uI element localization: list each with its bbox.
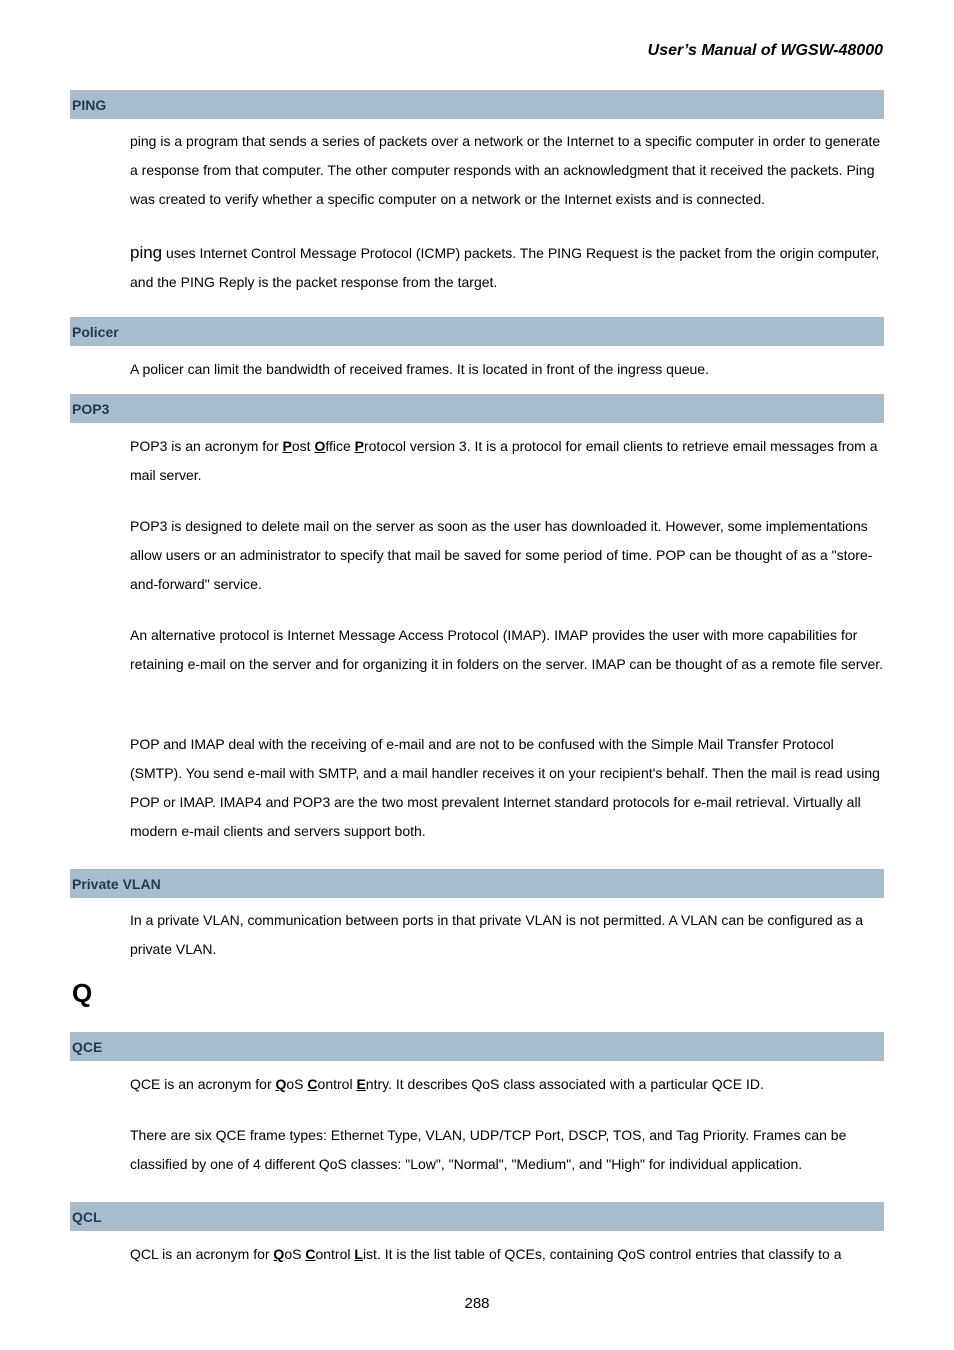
policer-paragraph-1: A policer can limit the bandwidth of received frames. It is located in front of the ingress queue.	[130, 361, 709, 377]
text-run: ontrol	[317, 1076, 357, 1092]
ping-lead-word: ping	[130, 243, 163, 262]
term-heading-policer: Policer	[70, 317, 884, 346]
ping-paragraph-2	[130, 238, 886, 297]
section-letter: Q	[72, 978, 93, 1008]
pop3-paragraph-3: An alternative protocol is Internet Message Access Protocol (IMAP). IMAP provides the user with more capabilities for retaining e-mail on the server and for organizing it in folders on the server. IMAP can be thought of as a remote file server.	[130, 627, 884, 672]
text-run: ffice	[325, 438, 355, 454]
acronym-letter: O	[314, 438, 326, 454]
acronym-letter: C	[307, 1076, 318, 1092]
text-run: ontrol	[315, 1246, 355, 1262]
term-heading-ping: PING	[70, 90, 884, 119]
term-heading-qce: QCE	[70, 1032, 884, 1061]
page-number: 288	[464, 1295, 490, 1312]
page-header-title: User’s Manual of WGSW-48000	[647, 42, 883, 59]
text-run: oS	[284, 1246, 306, 1262]
text-run: ntry. It describes QoS class associated with a particular QCE ID.	[365, 1076, 764, 1092]
acronym-letter: P	[354, 438, 364, 454]
text-run: rotocol version 3. It is a protocol for email clients to retrieve email messages from a mail server.	[130, 438, 878, 483]
text-run: ost	[291, 438, 315, 454]
private-vlan-paragraph-1: In a private VLAN, communication between ports in that private VLAN is not permitted. A VLAN can be configured as a private VLAN.	[130, 912, 864, 957]
acronym-letter: C	[305, 1246, 316, 1262]
ping-paragraph-2-text: uses Internet Control Message Protocol (ICMP) packets. The PING Request is the packet from the origin computer, and the PING Reply is the packet response from the target.	[130, 245, 880, 290]
qce-paragraph-1	[130, 1070, 886, 1099]
acronym-letter: Q	[275, 1076, 287, 1092]
qce-paragraph-2: There are six QCE frame types: Ethernet Type, VLAN, UDP/TCP Port, DSCP, TOS, and Tag Priority. Frames can be classified by one of 4 different QoS classes: "Low", "Normal", "Medium", and "High" for individual application.	[130, 1127, 847, 1172]
term-heading-pop3: POP3	[70, 394, 884, 423]
acronym-letter: L	[354, 1246, 363, 1262]
qcl-paragraph-1	[130, 1240, 886, 1269]
text-run: QCE is an acronym for	[130, 1076, 276, 1092]
text-run: QCL is an acronym for	[130, 1246, 274, 1262]
term-heading-private-vlan: Private VLAN	[70, 869, 884, 898]
ping-paragraph-1: ping is a program that sends a series of packets over a network or the Internet to a specific computer in order to generate a response from that computer. The other computer responds with an acknowledgment that it received the packets. Ping was created to verify whether a specific computer on a network or the Internet exists and is connected.	[130, 133, 881, 207]
text-run: POP3 is an acronym for	[130, 438, 283, 454]
pop3-paragraph-2: POP3 is designed to delete mail on the server as soon as the user has downloaded it. However, some implementations allow users or an administrator to specify that mail be saved for some period of time. POP can be thought of as a "store-and-forward" service.	[130, 518, 873, 592]
text-run: ist. It is the list table of QCEs, containing QoS control entries that classify to a	[362, 1246, 842, 1262]
term-heading-qcl: QCL	[70, 1202, 884, 1231]
acronym-letter: E	[356, 1076, 366, 1092]
pop3-paragraph-1	[130, 432, 886, 490]
text-run: oS	[286, 1076, 308, 1092]
acronym-letter: P	[282, 438, 292, 454]
acronym-letter: Q	[273, 1246, 285, 1262]
pop3-paragraph-4: POP and IMAP deal with the receiving of e-mail and are not to be confused with the Simple Mail Transfer Protocol (SMTP). You send e-mail with SMTP, and a mail handler receives it on your recipient's behalf. Then the mail is read using POP or IMAP. IMAP4 and POP3 are the two most prevalent Internet standard protocols for e-mail retrieval. Virtually all modern e-mail clients and servers support both.	[130, 736, 880, 839]
